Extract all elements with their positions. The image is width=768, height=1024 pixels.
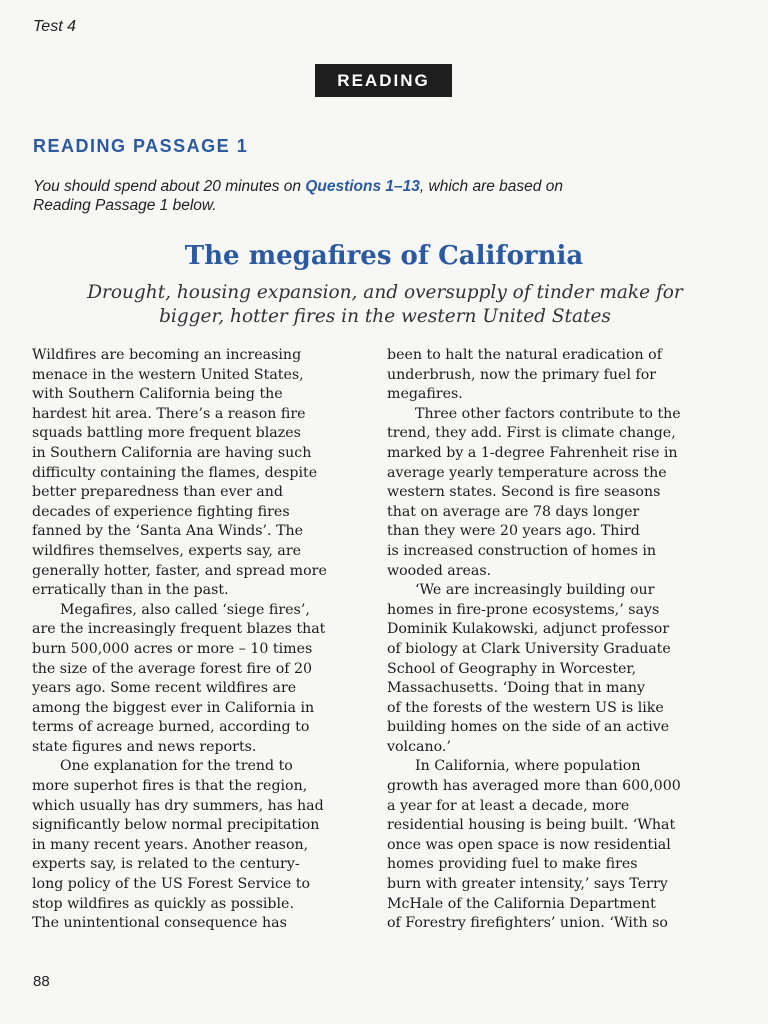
text-line: fanned by the ‘Santa Ana Winds’. The — [32, 523, 304, 540]
subtitle-line: Drought, housing expansion, and oversupply of tinder make for — [87, 282, 683, 303]
section-banner: READING — [315, 64, 452, 97]
text-line: menace in the western United States, — [32, 366, 304, 383]
text-line: than they were 20 years ago. Third — [387, 523, 640, 540]
text-line: squads battling more frequent blazes — [32, 425, 301, 442]
text-line: with Southern California being the — [32, 386, 283, 403]
instructions-text: , which are based on — [419, 178, 563, 195]
text-line: more superhot fires is that the region, — [32, 778, 308, 795]
text-line: among the biggest ever in California in — [32, 699, 315, 716]
passage-subtitle — [40, 281, 730, 329]
text-line: In California, where population — [415, 758, 641, 775]
page-number: 88 — [33, 973, 50, 990]
text-line: stop wildfires as quickly as possible. — [32, 895, 294, 912]
text-line: burn with greater intensity,’ says Terry — [387, 876, 668, 893]
text-line: of the forests of the western US is like — [387, 699, 664, 716]
text-line: are the increasingly frequent blazes that — [32, 621, 326, 638]
text-line: marked by a 1-degree Fahrenheit rise in — [387, 444, 678, 461]
questions-range: Questions 1–13 — [305, 178, 420, 195]
text-line: underbrush, now the primary fuel for — [387, 366, 657, 383]
text-line: Three other factors contribute to the — [415, 405, 681, 422]
text-line: years ago. Some recent wildfires are — [32, 680, 297, 697]
passage-title: The megafires of California — [184, 241, 584, 271]
text-line: growth has averaged more than 600,000 — [387, 778, 681, 795]
text-line: homes providing fuel to make fires — [387, 856, 638, 873]
text-line: state figures and news reports. — [32, 738, 257, 755]
text-line: School of Geography in Worcester, — [387, 660, 637, 677]
text-line: terms of acreage burned, according to — [32, 719, 310, 736]
text-line: a year for at least a decade, more — [387, 797, 630, 814]
text-line: ‘We are increasingly building our — [415, 582, 655, 599]
test-label: Test 4 — [33, 18, 76, 35]
text-line: of Forestry firefighters’ union. ‘With so — [387, 915, 668, 932]
text-line: Wildfires are becoming an increasing — [32, 347, 302, 363]
text-line: burn 500,000 acres or more – 10 times — [32, 640, 313, 657]
text-line: decades of experience fighting fires — [32, 503, 290, 520]
text-line: Megafires, also called ‘siege fires’, — [60, 601, 310, 618]
text-line: significantly below normal precipitation — [32, 817, 320, 834]
text-line: difficulty containing the flames, despite — [32, 464, 318, 481]
text-line: megafires. — [387, 386, 463, 403]
text-line: erratically than in the past. — [32, 582, 229, 599]
text-line: once was open space is now residential — [387, 836, 671, 853]
text-line: western states. Second is fire seasons — [387, 484, 661, 501]
text-line: of biology at Clark University Graduate — [387, 640, 671, 657]
text-line: The unintentional consequence has — [32, 915, 287, 932]
text-line: generally hotter, faster, and spread more — [32, 562, 327, 579]
text-line: Dominik Kulakowski, adjunct professor — [387, 621, 670, 638]
article-column-left — [32, 346, 377, 934]
article-column-right — [387, 346, 737, 934]
text-line: trend, they add. First is climate change, — [387, 425, 676, 442]
text-line: wildfires themselves, experts say, are — [32, 542, 302, 559]
text-line: residential housing is being built. ‘What — [387, 817, 676, 834]
text-line: wooded areas. — [387, 562, 492, 579]
text-line: McHale of the California Department — [387, 895, 656, 912]
text-line: hardest hit area. There’s a reason fire — [32, 405, 306, 422]
text-line: Massachusetts. ‘Doing that in many — [387, 680, 646, 697]
subtitle-line: bigger, hotter fires in the western United States — [159, 306, 611, 327]
text-line: long policy of the US Forest Service to — [32, 876, 311, 893]
text-line: in Southern California are having such — [32, 444, 312, 461]
text-line: volcano.’ — [387, 738, 451, 755]
text-line: that on average are 78 days longer — [387, 503, 640, 520]
instructions-text: Reading Passage 1 below. — [33, 197, 217, 214]
text-line: better preparedness than ever and — [32, 484, 283, 501]
text-line: experts say, is related to the century- — [32, 856, 300, 873]
text-line: been to halt the natural eradication of — [387, 347, 662, 363]
text-line: which usually has dry summers, has had — [32, 797, 324, 814]
text-line: in many recent years. Another reason, — [32, 836, 309, 853]
passage-heading: READING PASSAGE 1 — [33, 136, 249, 156]
instructions — [33, 177, 693, 215]
text-line: One explanation for the trend to — [60, 758, 293, 775]
text-line: average yearly temperature across the — [387, 464, 667, 481]
text-line: the size of the average forest fire of 20 — [32, 660, 313, 677]
text-line: building homes on the side of an active — [387, 719, 670, 736]
instructions-text: You should spend about 20 minutes on — [33, 178, 306, 195]
text-line: homes in fire-prone ecosystems,’ says — [387, 601, 660, 618]
text-line: is increased construction of homes in — [387, 542, 657, 559]
